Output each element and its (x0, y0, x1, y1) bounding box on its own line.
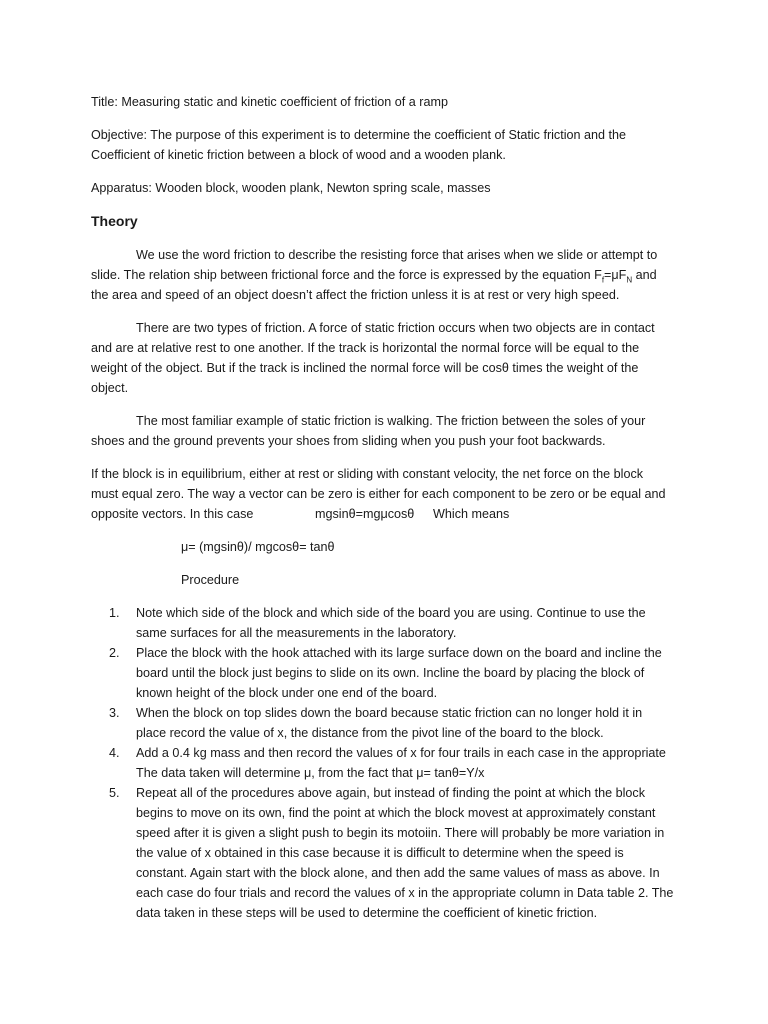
step-3-line-2: place record the value of x, the distance from the pivot line of the board to the block. (136, 726, 604, 740)
step-2-line-3: known height of the block under one end of the board. (136, 686, 438, 700)
theory-p2-line-4: object. (91, 381, 129, 395)
step-5-line-2: begins to move on its own, find the point at which the block movest at approximately constant (136, 806, 656, 820)
equilibrium-equation: mgsinθ=mgμcosθ (315, 507, 415, 521)
step-4-number: 4. (109, 746, 120, 760)
which-means-text: Which means (433, 507, 510, 521)
step-2-number: 2. (109, 646, 120, 660)
step-1-line-2: same surfaces for all the measurements in the laboratory. (136, 626, 457, 640)
step-5-line-4: the value of x obtained in this case because it is difficult to determine when the speed is (136, 846, 624, 860)
step-5-line-7: data taken in these steps will be used to determine the coefficient of kinetic friction. (136, 906, 598, 920)
friction-formula: μ= (mgsinθ)/ mgcosθ= tanθ (181, 540, 335, 554)
step-4-line-1: Add a 0.4 kg mass and then record the values of x for four trails in each case in the appropriate (136, 746, 666, 760)
step-5-line-6: each case do four trials and record the values of x in the appropriate column in Data table 2. The (136, 886, 674, 900)
step-5-line-3: speed after it is given a slight push to begin its motoiin. There will probably be more variation in (136, 826, 665, 840)
step-3-number: 3. (109, 706, 120, 720)
title-line: Title: Measuring static and kinetic coefficient of friction of a ramp (91, 95, 448, 109)
step-1-line-1: Note which side of the block and which side of the board you are using. Continue to use the (136, 606, 646, 620)
step-5-line-5: constant. Again start with the block alone, and then add the same values of mass as above. In (136, 866, 660, 880)
theory-heading: Theory (91, 213, 138, 229)
theory-p4-line-1: If the block is in equilibrium, either at rest or sliding with constant velocity, the net force on the block (91, 467, 644, 481)
theory-p1-line-2: slide. The relation ship between frictional force and the force is expressed by the equation $F_f=\mu F_N$ and (91, 268, 657, 285)
step-1-number: 1. (109, 606, 120, 620)
theory-p2-line-3: weight of the object. But if the track is inclined the normal force will be cosθ times the weight of the (91, 361, 639, 375)
objective-line-1: Objective: The purpose of this experiment is to determine the coefficient of Static friction and the (91, 128, 627, 142)
theory-p2-line-1: There are two types of friction. A force of static friction occurs when two objects are in contact (136, 321, 655, 335)
apparatus-line: Apparatus: Wooden block, wooden plank, Newton spring scale, masses (91, 181, 491, 195)
theory-p1-line-1: We use the word friction to describe the resisting force that arises when we slide or attempt to (136, 248, 658, 262)
step-2-line-1: Place the block with the hook attached with its large surface down on the board and incline the (136, 646, 662, 660)
step-4-line-2: The data taken will determine μ, from the fact that μ= tanθ=Y/x (136, 766, 485, 780)
step-5-number: 5. (109, 786, 120, 800)
objective-line-2: Coefficient of kinetic friction between a block of wood and a wooden plank. (91, 148, 506, 162)
theory-p4-line-3: opposite vectors. In this case (91, 507, 254, 521)
theory-p3-line-1: The most familiar example of static friction is walking. The friction between the soles of your (136, 414, 646, 428)
step-5-line-1: Repeat all of the procedures above again, but instead of finding the point at which the block (136, 786, 645, 800)
theory-p4-line-2: must equal zero. The way a vector can be zero is either for each component to be zero or be equal and (91, 487, 666, 501)
step-2-line-2: board until the block just begins to slide on its own. Incline the board by placing the block of (136, 666, 645, 680)
theory-p2-line-2: and are at relative rest to one another. If the track is horizontal the normal force will be equal to the (91, 341, 640, 355)
theory-p1-line-3: the area and speed of an object doesn’t affect the friction unless it is at rest or very high speed. (91, 288, 620, 302)
step-3-line-1: When the block on top slides down the board because static friction can no longer hold it in (136, 706, 643, 720)
procedure-heading: Procedure (181, 573, 240, 587)
theory-p3-line-2: shoes and the ground prevents your shoes from sliding when you push your foot backwards. (91, 434, 606, 448)
